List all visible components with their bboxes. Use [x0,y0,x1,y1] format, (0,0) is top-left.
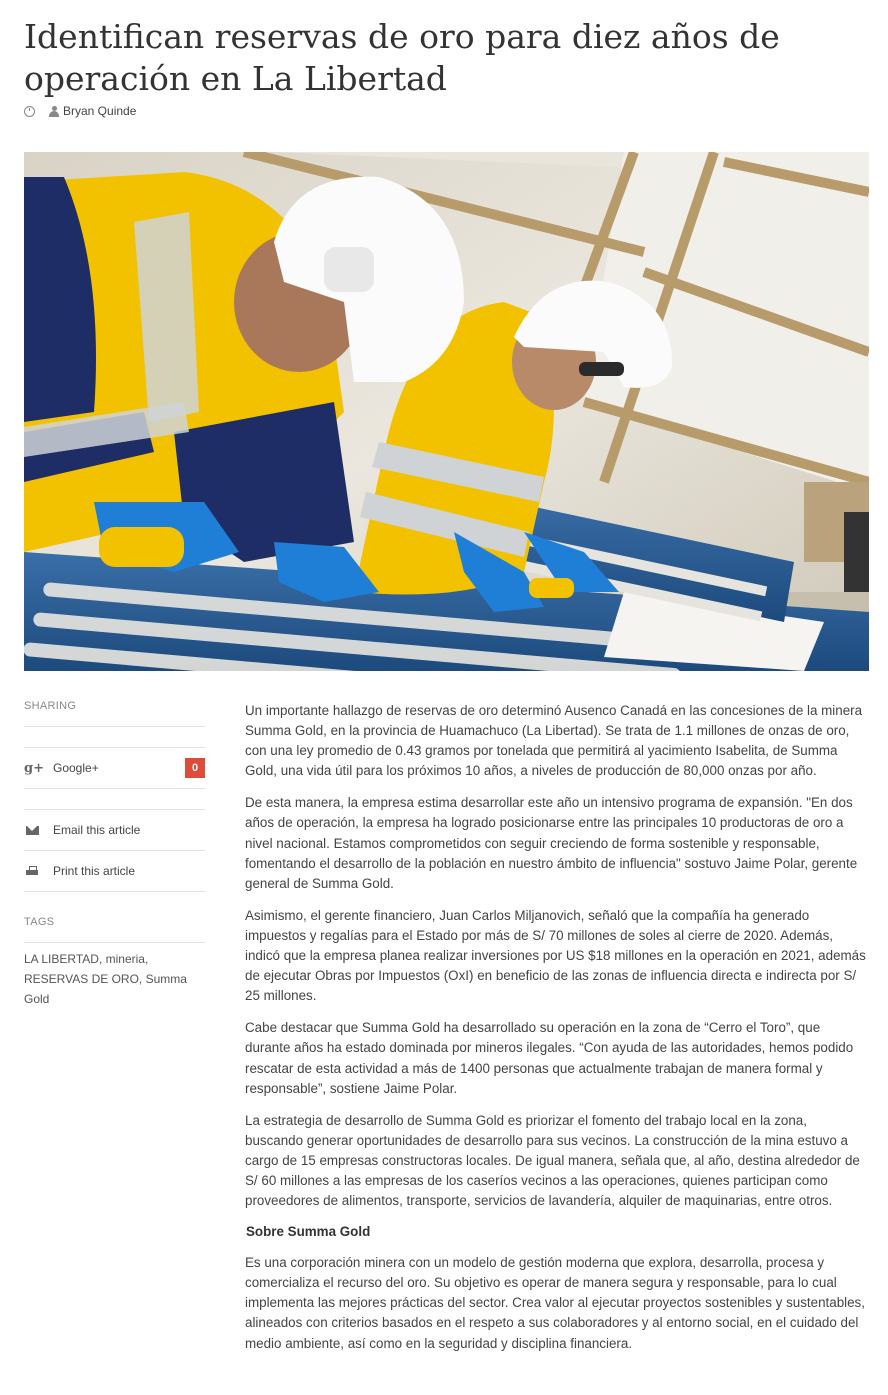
google-plus-icon: g+ [24,760,44,776]
article-title: Identifican reservas de oro para diez años de operación en La Libertad [24,17,780,98]
article-paragraph: La estrategia de desarrollo de Summa Gold es priorizar el fomento del trabajo local en la zona, buscando generar oportunidades de desarrollo para sus vecinos. La construcción de la mina estuvo a cargo de 15 empresas constructoras locales. De igual manera, señala que, al año, destina alrededor de S/ 60 millones a las empresas de los caseríos vecinos a las operaciones, quienes participan como proveedores de alimentos, transporte, servicios de lavandería, alquiler de maquinarias, entre otros. [245,1112,860,1209]
article-paragraph: Es una corporación minera con un modelo de gestión moderna que explora, desarrolla, procesa y comercializa el recurso del oro. Su objetivo es operar de manera segura y responsable, para lo cual implementa las mejores prácticas del sector. Crea valor al ejecutar proyectos sostenibles y sustentables, alineados con criterios basados en el respeto a sus colaboradores y al entorno social, en el cuidado del medio ambiente, así como en la seguridad y disciplina financiera. [245,1255,865,1351]
mining-workers-photo [24,152,869,671]
share-spacer [24,727,205,748]
tag-link[interactable]: LA LIBERTAD [24,952,99,966]
tag-list: LA LIBERTAD, mineria, RESERVAS DE ORO, Summa Gold [24,952,187,1006]
hero-image [24,152,869,671]
article-paragraph: Un importante hallazgo de reservas de oro determinó Ausenco Canadá en las concesiones de la minera Summa Gold, en la provincia de Huamachuco (La Libertad). Se trata de 1.1 millones de onzas de oro, con una ley promedio de 0.43 gramos por tonelada que permitirá al yacimiento Isabelita, de Summa Gold, una vida útil para los próximos 10 años, a niveles de producción de 80,000 onzas por año. [245,703,863,779]
email-article-link[interactable] [24,810,205,851]
article-meta [24,104,136,118]
envelope-icon [26,826,39,835]
user-icon [49,106,59,117]
article-paragraph: De esta manera, la empresa estima desarrollar este año un intensivo programa de expansión. "En dos años de operación, la empresa ha logrado posicionarse entre las principales 10 productoras de oro a nivel nacional. Estamos comprometidos con seguir creciendo de forma sostenible y responsable, fomentando el desarrollo de la población en nuestro ámbito de influencia" sostuvo Jaime Polar, gerente general de Summa Gold. [245,795,858,891]
google-plus-share-button[interactable] [24,748,205,789]
email-article-label: Email this article [53,823,141,837]
tags-heading: TAGS [24,916,205,943]
sharing-heading: SHARING [24,700,205,727]
article-body [245,701,867,1366]
print-article-link[interactable] [24,851,205,892]
article-paragraph: Cabe destacar que Summa Gold ha desarrollado su operación en la zona de “Cerro el Toro”, que durante años ha estado dominada por mineros ilegales. “Con ayuda de las autoridades, hemos podido rescatar de esta actividad a más de 1400 personas que actualmente trabajan de manera formal y responsable”, sostiene Jaime Polar. [245,1020,854,1096]
share-spacer [24,789,205,810]
tag-link[interactable]: RESERVAS DE ORO [24,972,139,986]
google-plus-label: Google+ [53,761,99,775]
clock-icon [24,106,35,117]
share-sidebar [24,700,205,1009]
author-name[interactable]: Bryan Quinde [63,104,137,118]
google-plus-count-badge: 0 [185,758,205,778]
printer-icon [26,866,38,876]
print-article-label: Print this article [53,864,136,878]
tag-link[interactable]: mineria [105,952,145,966]
tag-link[interactable]: Summa Gold [24,972,187,1006]
section-subheading: Sobre Summa Gold [246,1224,371,1240]
article-paragraph: Asimismo, el gerente financiero, Juan Carlos Miljanovich, señaló que la compañía ha generado impuestos y regalías para el Estado por más de S/ 70 millones de soles al cierre de 2020. Además, indicó que la empresa planea realizar inversiones por US $18 millones en la operación en 2021, además de ejecutar Obras por Impuestos (OxI) en beneficio de las zonas de influencia directa e indirecta por S/ 25 millones. [245,907,866,1004]
